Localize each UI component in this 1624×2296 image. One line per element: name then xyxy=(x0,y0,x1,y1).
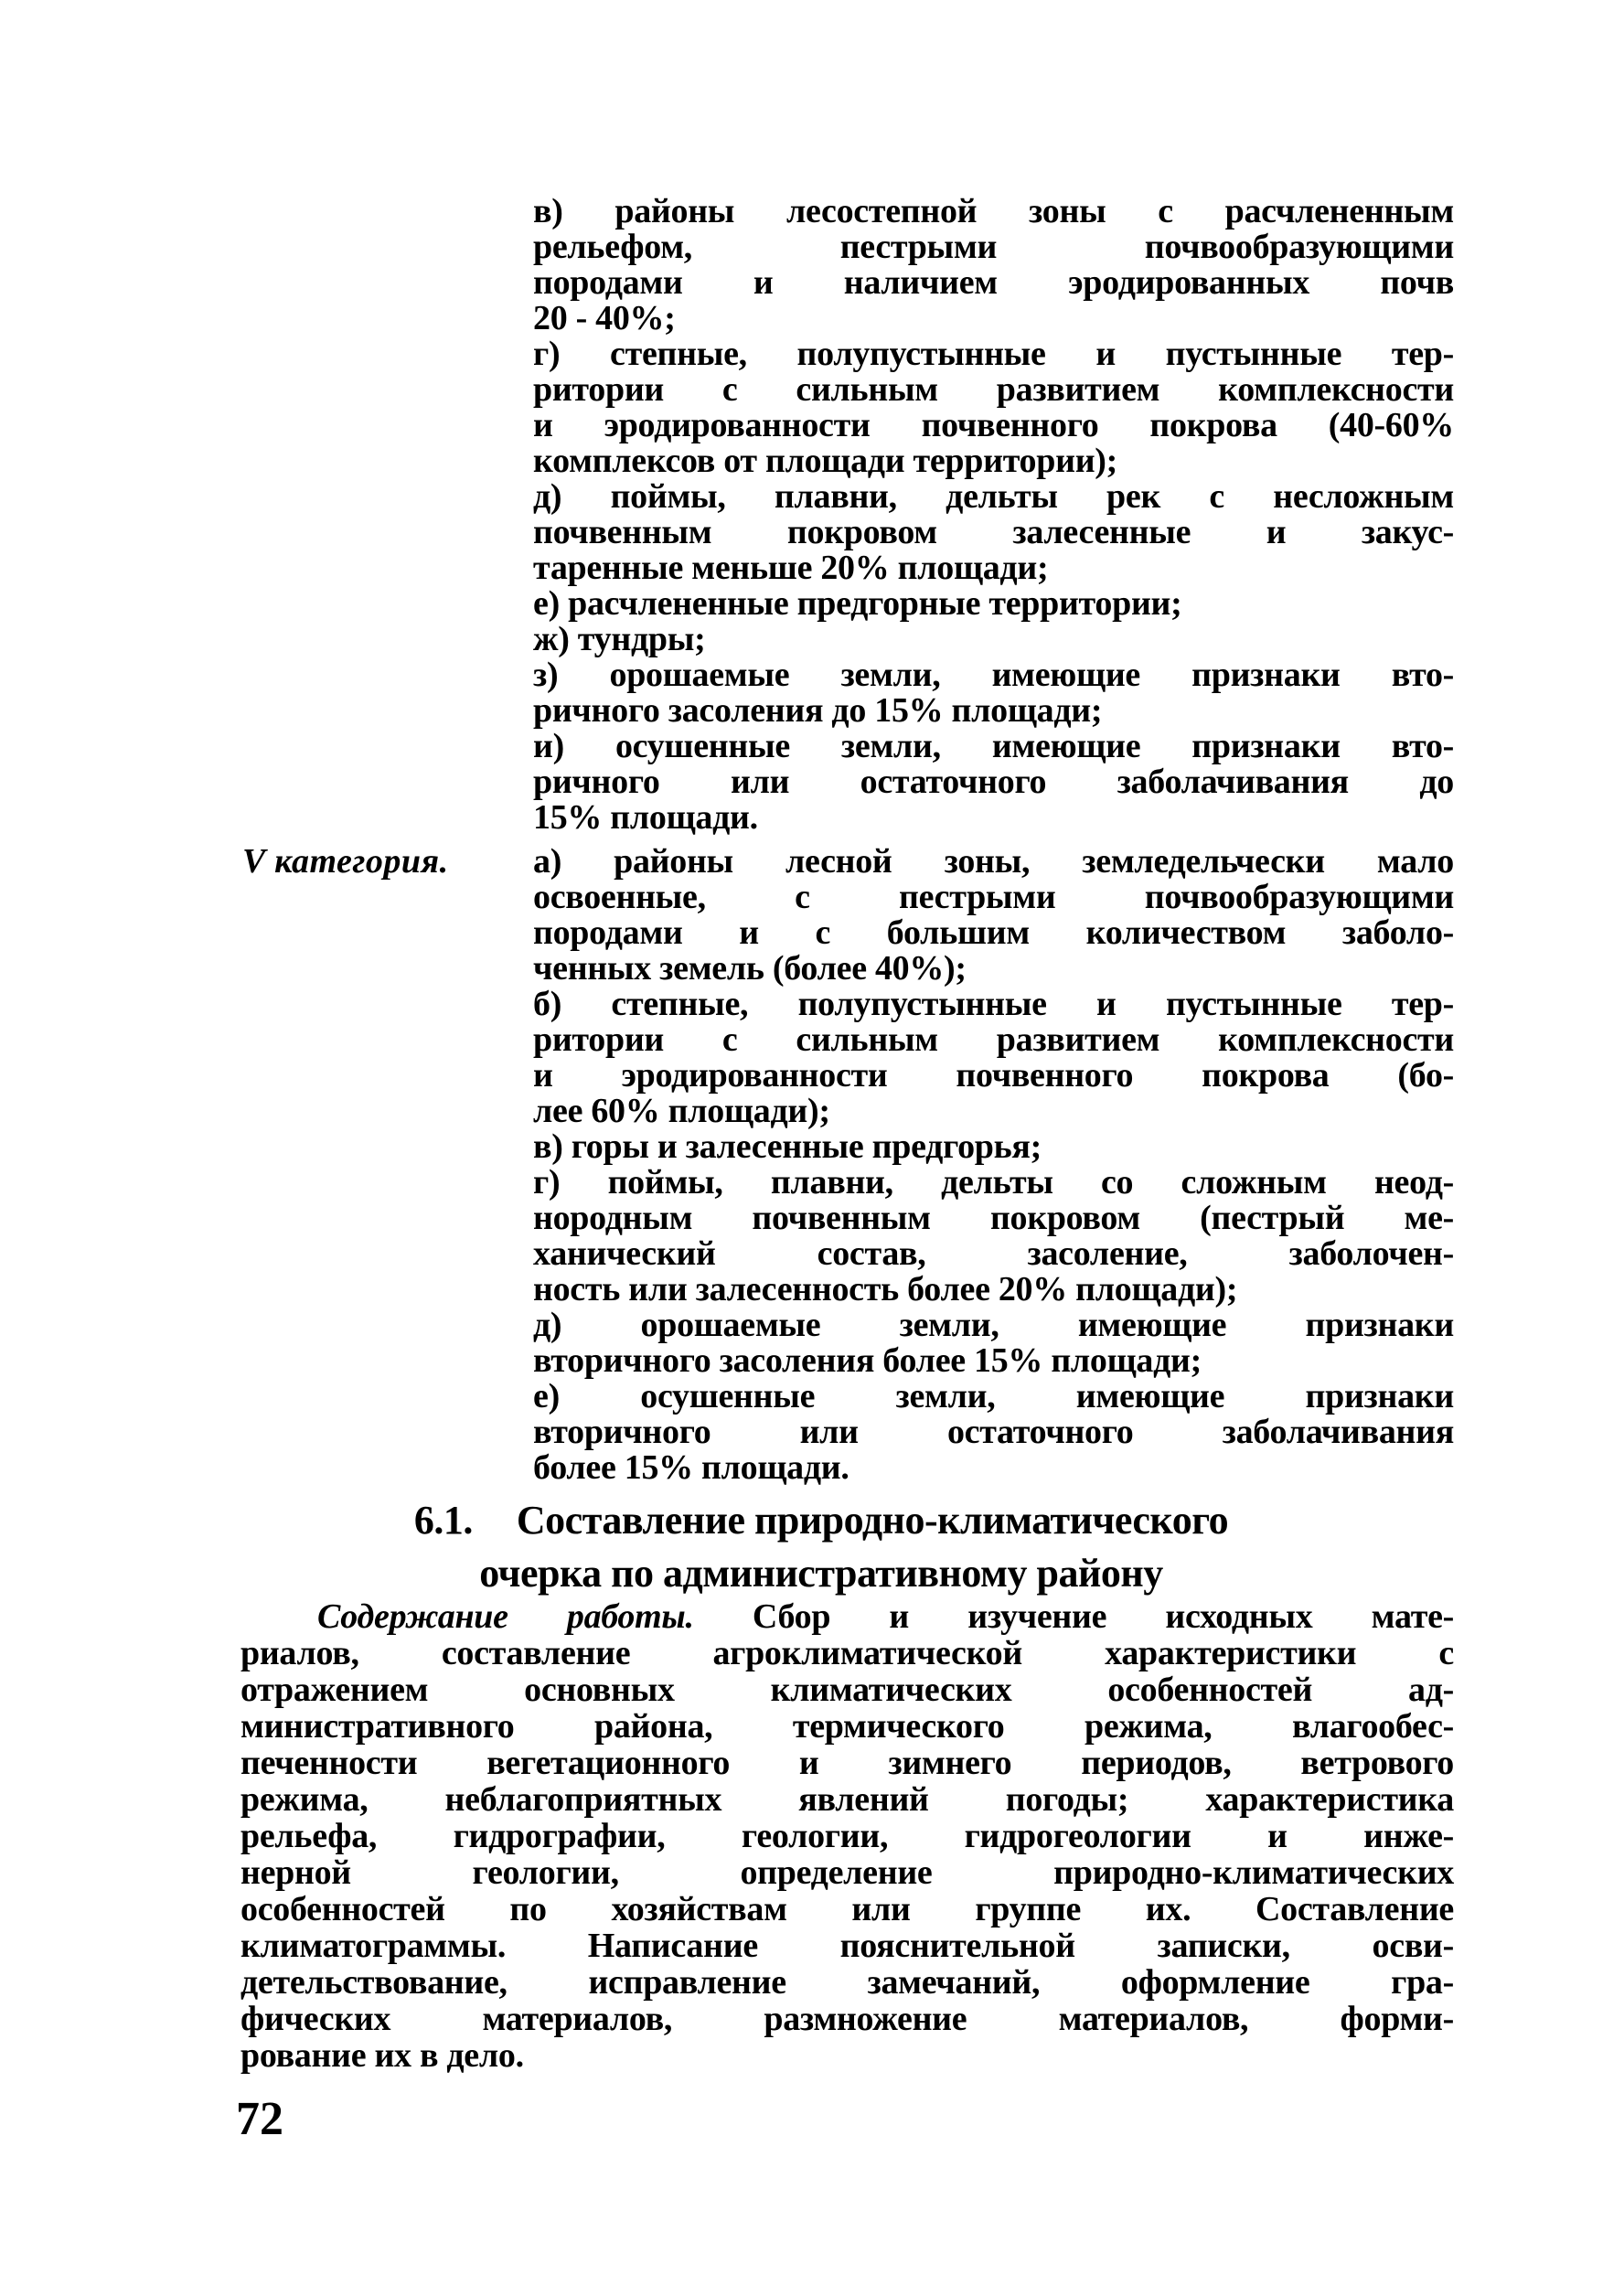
text-line: таренные меньше 20% площади; xyxy=(533,549,1049,587)
text-line: е) расчлененные предгорные территории; xyxy=(533,584,1182,623)
text-line: ричного или остаточного заболачивания до xyxy=(533,763,1454,801)
paragraph-line: рельефа, гидрографии, геологии, гидрогеологии и инже- xyxy=(240,1817,1454,1855)
text-line: комплексов от площади территории); xyxy=(533,442,1117,480)
paragraph-line: рование их в дело. xyxy=(240,2036,524,2075)
text-line: б) степные, полупустынные и пустынные тер- xyxy=(533,985,1454,1023)
text-line: более 15% площади. xyxy=(533,1448,849,1487)
section-heading xyxy=(240,1494,1402,1600)
text-line: и эродированности почвенного покрова (бо- xyxy=(533,1056,1454,1095)
section-heading-line1 xyxy=(240,1494,1402,1547)
text-line: ритории с сильным развитием комплексности xyxy=(533,370,1454,409)
text-line: вторичного или остаточного заболачивания xyxy=(533,1413,1454,1451)
text-line: ж) тундры; xyxy=(533,620,706,658)
text-line: д) поймы, плавни, дельты рек с несложным xyxy=(533,477,1454,516)
text-line: почвенным покровом залесенные и закус- xyxy=(533,513,1454,551)
paragraph-line: режима, неблагоприятных явлений погоды; характеристика xyxy=(240,1780,1454,1819)
paragraph-line: министративного района, термического режима, влагообес- xyxy=(240,1707,1454,1746)
work-description-paragraph xyxy=(240,1598,1454,2074)
text-line: 20 - 40%; xyxy=(533,299,676,337)
paragraph-lead: Содержание работы. xyxy=(317,1597,694,1636)
paragraph-line-text: Сбор и изучение исходных мате- xyxy=(752,1597,1455,1636)
paragraph-line: фических материалов, размножение материалов, форми- xyxy=(240,2000,1454,2038)
page-number: 72 xyxy=(236,2093,283,2145)
text-line: а) районы лесной зоны, земледельчески мало xyxy=(533,842,1454,881)
paragraph-line: нерной геологии, определение природно-климатических xyxy=(240,1853,1454,1892)
paragraph-line: печенности вегетационного и зимнего периодов, ветрового xyxy=(240,1744,1454,1782)
text-line: ханический состав, засоление, заболочен- xyxy=(533,1234,1454,1273)
text-line: и) осушенные земли, имеющие признаки вто- xyxy=(533,727,1454,765)
section-number: 6.1. xyxy=(413,1498,473,1543)
text-line: породами и наличием эродированных почв xyxy=(533,263,1454,302)
category-iv-continuation-block xyxy=(533,194,1454,836)
text-line: ритории с сильным развитием комплексности xyxy=(533,1020,1454,1059)
paragraph-line xyxy=(240,1598,1454,1635)
paragraph-line: риалов, составление агроклиматической характеристики с xyxy=(240,1634,1454,1672)
text-line: освоенные, с пестрыми почвообразующими xyxy=(533,878,1454,916)
text-line: з) орошаемые земли, имеющие признаки вто- xyxy=(533,656,1454,694)
text-line: рельефом, пестрыми почвообразующими xyxy=(533,228,1454,266)
text-line: е) осушенные земли, имеющие признаки xyxy=(533,1377,1454,1415)
text-line: ричного засоления до 15% площади; xyxy=(533,691,1103,730)
text-line: вторичного засоления более 15% площади; xyxy=(533,1341,1202,1380)
text-line: в) горы и залесенные предгорья; xyxy=(533,1127,1042,1166)
section-title-line2: очерка по административному району xyxy=(479,1551,1163,1596)
text-line: г) степные, полупустынные и пустынные тер- xyxy=(533,335,1454,373)
section-title-line1: Составление природно-климатического xyxy=(516,1498,1229,1543)
text-line: ность или залесенность более 20% площади); xyxy=(533,1270,1238,1308)
text-line: ченных земель (более 40%); xyxy=(533,949,967,988)
category-v-block xyxy=(533,844,1454,1486)
category-v-label: V категория. xyxy=(242,842,449,881)
text-line: нородным почвенным покровом (пестрый ме- xyxy=(533,1199,1454,1237)
text-line: г) поймы, плавни, дельты со сложным неод- xyxy=(533,1163,1454,1201)
text-line: породами и с большим количеством заболо- xyxy=(533,913,1454,952)
paragraph-line: климатограммы. Написание пояснительной записки, осви- xyxy=(240,1927,1454,1965)
paragraph-line: детельствование, исправление замечаний, оформление гра- xyxy=(240,1963,1454,2002)
paragraph-line: особенностей по хозяйствам или группе их. Составление xyxy=(240,1890,1454,1928)
text-line: 15% площади. xyxy=(533,798,758,837)
text-line: и эродированности почвенного покрова (40-60% xyxy=(533,406,1454,444)
text-line: лее 60% площади); xyxy=(533,1092,830,1130)
text-line: в) районы лесостепной зоны с расчлененным xyxy=(533,192,1454,230)
text-line: д) орошаемые земли, имеющие признаки xyxy=(533,1306,1454,1344)
paragraph-line: отражением основных климатических особенностей ад- xyxy=(240,1671,1454,1709)
